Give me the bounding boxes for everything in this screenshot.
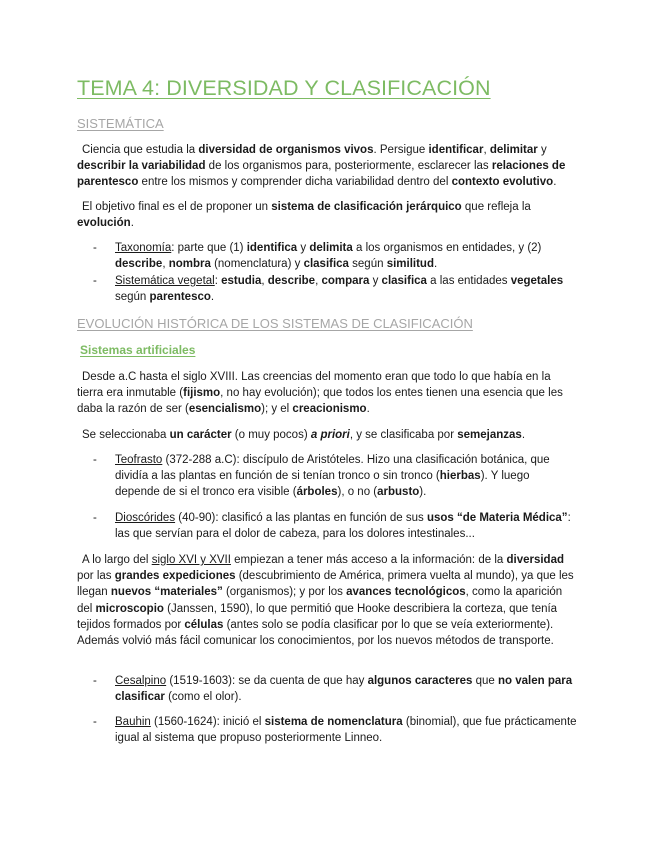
text-run: entre los mismos y comprender dicha variabilidad dentro del [138,176,452,189]
list-item-cesalpino [77,673,577,705]
text-run: , [483,144,490,156]
list-dash: - [93,275,97,287]
bold-run: describe [115,258,163,271]
bold-run: nombra [168,258,211,271]
text-run: Se seleccionaba [82,429,170,441]
paragraph-evolucion-seleccion [77,427,577,443]
bold-run: identificar [428,144,484,156]
text-run: . [553,176,557,189]
text-run: que refleja la [461,201,531,213]
bold-run: similitud [386,258,434,271]
text-run: ). Y luego depende de si el tronco era visible ( [115,470,530,499]
text-run: , [315,275,322,287]
bold-run: hierbas [439,470,481,483]
bold-run: diversidad de organismos vivos [198,144,374,156]
text-run: ). [419,486,427,499]
term-link: Taxonomía [115,242,172,254]
text-run: , [162,258,169,271]
text-run: (descubrimiento de América, primera vuelta al mundo), ya que les llegan [77,570,574,599]
bold-run: microscopio [95,602,164,615]
text-run: , como la aparición del [77,586,563,615]
bold-run: clasifica [303,258,349,271]
list-dash: - [93,454,97,466]
text-run: empiezan a tener más acceso a la información: de la [230,554,507,566]
bold-run: grandes expediciones [114,570,236,583]
list-item-teofrasto [77,452,577,501]
list-dash: - [93,675,97,687]
bold-run: diversidad [506,554,564,566]
list-dash: - [93,242,97,254]
text-run: . [433,258,438,271]
text-run: a los organismos en entidades, y (2) [352,242,542,254]
bold-run: fijismo [183,387,221,400]
text-run: y [537,144,547,156]
bold-italic-run: a priori [310,429,350,441]
term-link: Cesalpino [115,675,167,687]
page-title: TEMA 4: DIVERSIDAD Y CLASIFICACIÓN [77,76,491,100]
paragraph-evolucion-siglos [77,552,577,649]
bold-run: avances tecnológicos [346,586,466,599]
text-run: y [369,275,382,287]
bold-run: sistema de nomenclatura [264,716,403,728]
bold-run: identifica [246,242,298,254]
text-run: , no hay evolución); que todos los entes tienen una esencia que les daba la razón de ser ( [77,387,563,416]
text-run: : parte que (1) [171,242,247,254]
bold-run: nuevos “materiales” [110,586,223,599]
text-run: y [297,242,310,254]
section-heading-sistematica: SISTEMÁTICA [77,116,164,131]
section-heading-evolucion: EVOLUCIÓN HISTÓRICA DE LOS SISTEMAS DE CLASIFICACIÓN [77,316,473,331]
text-run: . [521,429,526,441]
bold-run: creacionismo [292,403,367,416]
bold-run: describe [267,275,316,287]
bold-run: estudia [221,275,262,287]
underlined-run: siglo XVI y XVII [151,554,231,566]
bold-run: relaciones de parentesco [77,160,566,189]
bold-run: no valen para clasificar [115,675,573,704]
text-run: . [210,291,215,304]
text-run: Desde a.C hasta el siglo XVIII. Las creencias del momento eran que todo lo que había en la tierra era inmutable ( [77,371,551,400]
text-run: ); y el [261,403,293,416]
text-run: (Janssen, 1590), lo que permitió que Hooke describiera la corteza, que tenía tejidos formados por [77,602,558,631]
text-run: (nomenclatura) y [210,258,304,271]
bold-run: árboles [296,486,338,499]
text-run: A lo largo del [82,554,152,566]
paragraph-sistematica-objective [77,199,577,231]
text-run: ), o no ( [337,486,378,499]
bold-run: describir la variabilidad [77,160,206,173]
list-item-dioscorides [77,510,577,542]
bold-run: usos “de Materia Médica” [426,512,568,524]
text-run: (antes solo se podía clasificar por lo que se veía exteriormente). Además volvió más fácil comunicar los conocimientos, por los nuevos métodos de transporte. [77,618,554,648]
list-item-bauhin [77,714,577,746]
text-run: según [348,258,387,271]
bold-run: parentesco [149,291,211,304]
text-run: , [261,275,268,287]
bold-run: delimitar [489,144,538,156]
text-run: (1519-1603): se da cuenta de que hay [166,675,368,687]
text-run: : las que servían para el dolor de cabeza, para los dolores intestinales... [115,512,571,541]
bold-run: arbusto [377,486,420,499]
bold-run: células [184,618,224,631]
bold-run: delimita [309,242,353,254]
subheading-sistemas-artificiales: Sistemas artificiales [80,343,196,357]
paragraph-sistematica-definition [77,142,577,191]
text-run: Ciencia que estudia la [82,144,199,156]
bold-run: sistema de clasificación jerárquico [271,201,462,213]
text-run: a las entidades [426,275,511,287]
paragraph-evolucion-creencias [77,369,577,418]
list-item-taxonomia [77,240,577,272]
bold-run: esencialismo [188,403,262,416]
text-run: : [214,275,222,287]
term-link: Bauhin [115,716,151,728]
text-run: (1560-1624): inició el [150,716,265,728]
bold-run: compara [321,275,370,287]
bold-run: algunos caracteres [367,675,473,687]
text-run: (372-288 a.C): discípulo de Aristóteles. Hizo una clasificación botánica, que dividía a las plantas en función de si tenían tronco o sin tronco ( [115,454,550,483]
text-run: (como el olor). [164,691,242,704]
list-dash: - [93,716,97,728]
text-run: . [130,217,134,230]
text-run: que [472,675,498,687]
term-link: Sistemática vegetal [115,275,215,287]
bold-run: evolución [77,217,131,230]
bold-run: semejanzas [457,429,522,441]
bold-run: vegetales [510,275,564,287]
text-run: según [115,291,150,304]
text-run: . [366,403,370,416]
text-run: de los organismos para, posteriormente, esclarecer las [205,160,492,173]
bold-run: clasifica [381,275,427,287]
text-run: por las [77,570,115,583]
text-run: (o muy pocos) [231,429,311,441]
text-run: (binomial), que fue prácticamente igual al sistema que propuso posteriormente Linneo. [115,716,577,745]
text-run: , y se clasificaba por [349,429,458,441]
bold-run: un carácter [169,429,232,441]
bold-run: contexto evolutivo [451,176,554,189]
text-run: (40-90): clasificó a las plantas en función de sus [175,512,427,524]
text-run: El objetivo final es el de proponer un [82,201,272,213]
term-link: Teofrasto [115,454,163,466]
list-dash: - [93,512,97,524]
text-run: (organismos); y por los [222,586,347,599]
list-item-sistematica-vegetal [77,273,577,305]
text-run: . Persigue [373,144,429,156]
term-link: Dioscórides [115,512,176,524]
